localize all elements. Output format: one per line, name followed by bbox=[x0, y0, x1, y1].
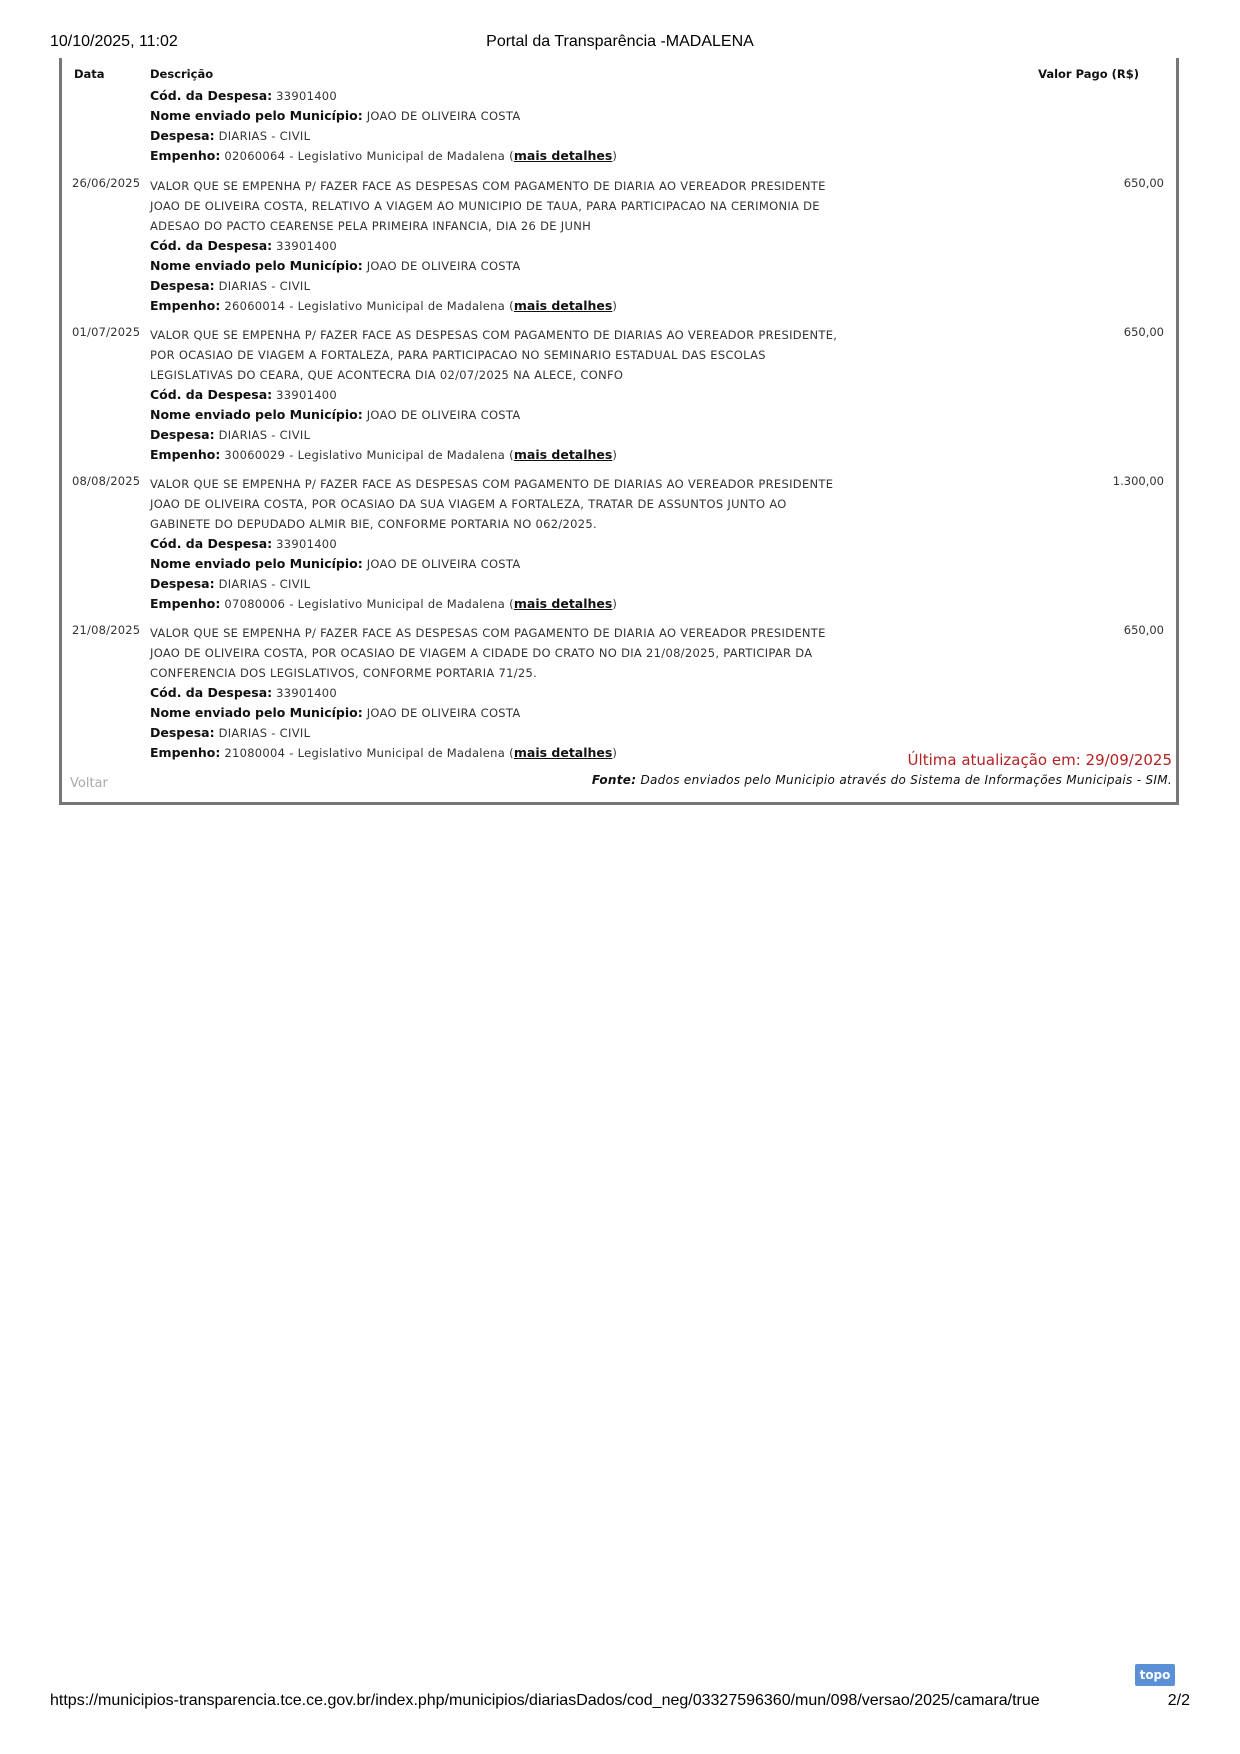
source-note bbox=[592, 773, 1172, 787]
empenho-value: 07080006 - Legislativo Municipal de Madalena ( bbox=[224, 597, 514, 611]
empenho-label: Empenho: bbox=[150, 148, 221, 163]
nome-label: Nome enviado pelo Município: bbox=[150, 556, 363, 571]
empenho-label: Empenho: bbox=[150, 298, 221, 313]
row-details: Cód. da Despesa: 33901400 Nome enviado pelo Município: JOAO DE OLIVEIRA COSTA Despesa: DIARIAS - CIVIL Empenho: 02060064 - Legislativo Municipal de Madalena (mais detalhes) bbox=[150, 88, 618, 163]
row-date: 26/06/2025 bbox=[72, 176, 141, 190]
empenho-value: 21080004 - Legislativo Municipal de Madalena ( bbox=[224, 746, 514, 760]
cod-label: Cód. da Despesa: bbox=[150, 88, 273, 103]
row-description: VALOR QUE SE EMPENHA P/ FAZER FACE AS DESPESAS COM PAGAMENTO DE DIARIA AO VEREADOR PRESIDENTE JOAO DE OLIVEIRA COSTA, POR OCASIAO DE VIAGEM A CIDADE DO CRATO NO DIA 21/08/2025, PARTICIPAR DA CONFERENCIA DOS LEGISLATIVOS, CONFORME PORTARIA 71/25. bbox=[150, 626, 826, 680]
despesa-label: Despesa: bbox=[150, 725, 215, 740]
empenho-value: 02060064 - Legislativo Municipal de Madalena ( bbox=[224, 149, 514, 163]
cod-value: 33901400 bbox=[276, 388, 338, 402]
cod-label: Cód. da Despesa: bbox=[150, 685, 273, 700]
cod-label: Cód. da Despesa: bbox=[150, 387, 273, 402]
topo-button[interactable]: topo bbox=[1135, 1664, 1175, 1686]
cod-value: 33901400 bbox=[276, 239, 338, 253]
cod-label: Cód. da Despesa: bbox=[150, 238, 273, 253]
header-date: Data bbox=[74, 67, 105, 81]
cod-label: Cód. da Despesa: bbox=[150, 536, 273, 551]
cod-value: 33901400 bbox=[276, 686, 338, 700]
despesa-value: DIARIAS - CIVIL bbox=[218, 129, 311, 143]
mais-detalhes-link[interactable]: mais detalhes bbox=[513, 298, 613, 313]
row-details: VALOR QUE SE EMPENHA P/ FAZER FACE AS DESPESAS COM PAGAMENTO DE DIARIA AO VEREADOR PRESIDENTE JOAO DE OLIVEIRA COSTA, RELATIVO A VIAGEM AO MUNICIPIO DE TAUA, PARA PARTICIPACAO NA CERIMONIA DE ADESAO DO PACTO CEARENSE PELA PRIMEIRA INFANCIA, DIA 26 DE JUNH Cód. da Despesa: 33901400 Nome enviado pelo Município: JOAO DE OLIVEIRA COSTA Despesa: DIARIAS - CIVIL Empenho: 26060014 - Legislativo Municipal de Madalena (mais detalhes) bbox=[150, 176, 840, 316]
row-date: 21/08/2025 bbox=[72, 623, 141, 637]
voltar-link[interactable]: Voltar bbox=[70, 776, 108, 791]
despesa-label: Despesa: bbox=[150, 278, 215, 293]
despesa-label: Despesa: bbox=[150, 576, 215, 591]
nome-label: Nome enviado pelo Município: bbox=[150, 705, 363, 720]
source-label: Fonte: bbox=[591, 773, 637, 787]
diarias-table-panel bbox=[59, 58, 1179, 805]
despesa-label: Despesa: bbox=[150, 427, 215, 442]
nome-label: Nome enviado pelo Município: bbox=[150, 258, 363, 273]
cod-value: 33901400 bbox=[276, 89, 338, 103]
despesa-value: DIARIAS - CIVIL bbox=[218, 428, 311, 442]
row-details: VALOR QUE SE EMPENHA P/ FAZER FACE AS DESPESAS COM PAGAMENTO DE DIARIAS AO VEREADOR PRESIDENTE, POR OCASIAO DE VIAGEM A FORTALEZA, PARA PARTICIPACAO NO SEMINARIO ESTADUAL DAS ESCOLAS LEGISLATIVAS DO CEARA, QUE ACONTECRA DIA 02/07/2025 NA ALECE, CONFO Cód. da Despesa: 33901400 Nome enviado pelo Município: JOAO DE OLIVEIRA COSTA Despesa: DIARIAS - CIVIL Empenho: 30060029 - Legislativo Municipal de Madalena (mais detalhes) bbox=[150, 325, 840, 465]
despesa-value: DIARIAS - CIVIL bbox=[218, 577, 311, 591]
print-footer bbox=[50, 1692, 1190, 1714]
row-description: VALOR QUE SE EMPENHA P/ FAZER FACE AS DESPESAS COM PAGAMENTO DE DIARIAS AO VEREADOR PRESIDENTE, POR OCASIAO DE VIAGEM A FORTALEZA, PARA PARTICIPACAO NO SEMINARIO ESTADUAL DAS ESCOLAS LEGISLATIVAS DO CEARA, QUE ACONTECRA DIA 02/07/2025 NA ALECE, CONFO bbox=[150, 328, 838, 382]
despesa-label: Despesa: bbox=[150, 128, 215, 143]
row-value: 650,00 bbox=[1123, 325, 1164, 339]
row-details: VALOR QUE SE EMPENHA P/ FAZER FACE AS DESPESAS COM PAGAMENTO DE DIARIAS AO VEREADOR PRESIDENTE JOAO DE OLIVEIRA COSTA, POR OCASIAO DA SUA VIAGEM A FORTALEZA, TRATAR DE ASSUNTOS JUNTO AO GABINETE DO DEPUDADO ALMIR BIE, CONFORME PORTARIA NO 062/2025. Cód. da Despesa: 33901400 Nome enviado pelo Município: JOAO DE OLIVEIRA COSTA Despesa: DIARIAS - CIVIL Empenho: 07080006 - Legislativo Municipal de Madalena (mais detalhes) bbox=[150, 474, 840, 614]
source-text: Dados enviados pelo Municipio através do Sistema de Informações Municipais - SIM. bbox=[640, 773, 1172, 787]
empenho-label: Empenho: bbox=[150, 447, 221, 462]
print-title: Portal da Transparência -MADALENA bbox=[486, 33, 754, 50]
empenho-value: 26060014 - Legislativo Municipal de Madalena ( bbox=[224, 299, 514, 313]
nome-value: JOAO DE OLIVEIRA COSTA bbox=[366, 557, 521, 571]
header-value: Valor Pago (R$) bbox=[1038, 67, 1139, 81]
despesa-value: DIARIAS - CIVIL bbox=[218, 279, 311, 293]
mais-detalhes-link[interactable]: mais detalhes bbox=[513, 596, 613, 611]
nome-value: JOAO DE OLIVEIRA COSTA bbox=[366, 259, 521, 273]
row-value: 650,00 bbox=[1123, 623, 1164, 637]
row-details: VALOR QUE SE EMPENHA P/ FAZER FACE AS DESPESAS COM PAGAMENTO DE DIARIA AO VEREADOR PRESIDENTE JOAO DE OLIVEIRA COSTA, POR OCASIAO DE VIAGEM A CIDADE DO CRATO NO DIA 21/08/2025, PARTICIPAR DA CONFERENCIA DOS LEGISLATIVOS, CONFORME PORTARIA 71/25. Cód. da Despesa: 33901400 Nome enviado pelo Município: JOAO DE OLIVEIRA COSTA Despesa: DIARIAS - CIVIL Empenho: 21080004 - Legislativo Municipal de Madalena (mais detalhes) bbox=[150, 623, 840, 763]
last-updated: Última atualização em: 29/09/2025 bbox=[907, 751, 1172, 769]
empenho-label: Empenho: bbox=[150, 745, 221, 760]
row-date: 01/07/2025 bbox=[72, 325, 141, 339]
empenho-value: 30060029 - Legislativo Municipal de Madalena ( bbox=[224, 448, 514, 462]
nome-label: Nome enviado pelo Município: bbox=[150, 407, 363, 422]
nome-label: Nome enviado pelo Município: bbox=[150, 108, 363, 123]
row-value: 650,00 bbox=[1123, 176, 1164, 190]
nome-value: JOAO DE OLIVEIRA COSTA bbox=[366, 109, 521, 123]
despesa-value: DIARIAS - CIVIL bbox=[218, 726, 311, 740]
mais-detalhes-link[interactable]: mais detalhes bbox=[513, 447, 613, 462]
cod-value: 33901400 bbox=[276, 537, 338, 551]
print-datetime: 10/10/2025, 11:02 bbox=[50, 33, 178, 50]
nome-value: JOAO DE OLIVEIRA COSTA bbox=[366, 408, 521, 422]
row-date: 08/08/2025 bbox=[72, 474, 141, 488]
row-description: VALOR QUE SE EMPENHA P/ FAZER FACE AS DESPESAS COM PAGAMENTO DE DIARIAS AO VEREADOR PRESIDENTE JOAO DE OLIVEIRA COSTA, POR OCASIAO DA SUA VIAGEM A FORTALEZA, TRATAR DE ASSUNTOS JUNTO AO GABINETE DO DEPUDADO ALMIR BIE, CONFORME PORTARIA NO 062/2025. bbox=[150, 477, 834, 531]
print-url: https://municipios-transparencia.tce.ce.gov.br/index.php/municipios/diariasDados/cod_neg/03327596360/mun/098/versao/2025/camara/true bbox=[50, 1692, 1040, 1709]
mais-detalhes-link[interactable]: mais detalhes bbox=[513, 148, 613, 163]
mais-detalhes-link[interactable]: mais detalhes bbox=[513, 745, 613, 760]
nome-value: JOAO DE OLIVEIRA COSTA bbox=[366, 706, 521, 720]
header-description: Descrição bbox=[150, 67, 214, 81]
empenho-label: Empenho: bbox=[150, 596, 221, 611]
row-description: VALOR QUE SE EMPENHA P/ FAZER FACE AS DESPESAS COM PAGAMENTO DE DIARIA AO VEREADOR PRESIDENTE JOAO DE OLIVEIRA COSTA, RELATIVO A VIAGEM AO MUNICIPIO DE TAUA, PARA PARTICIPACAO NA CERIMONIA DE ADESAO DO PACTO CEARENSE PELA PRIMEIRA INFANCIA, DIA 26 DE JUNH bbox=[150, 179, 826, 233]
row-value: 1.300,00 bbox=[1112, 474, 1164, 488]
print-header bbox=[50, 33, 1190, 55]
print-page-number: 2/2 bbox=[1167, 1692, 1190, 1709]
